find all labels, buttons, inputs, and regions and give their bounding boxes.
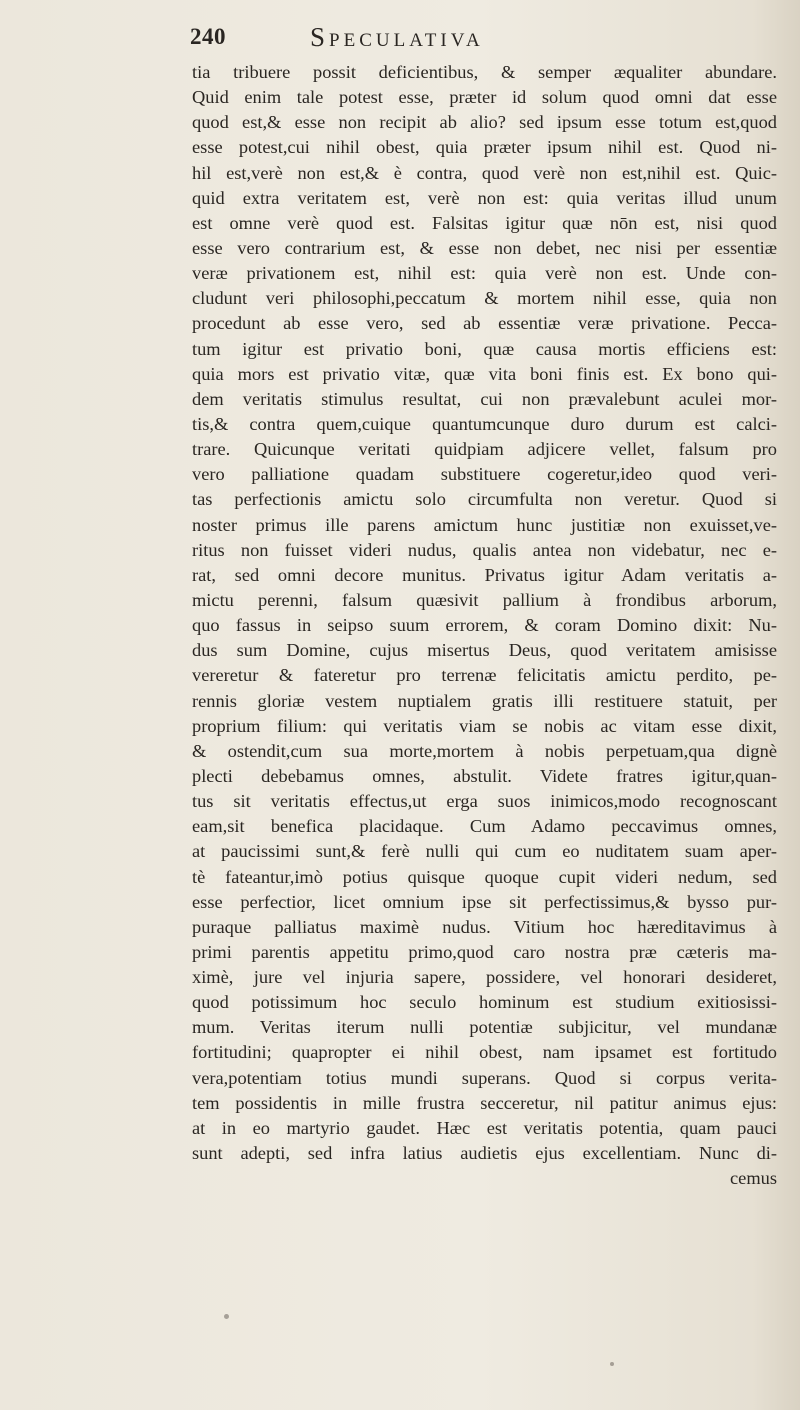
text-line: quod est,& esse non recipit ab alio? sed ipsum esse totum est,quod: [192, 112, 777, 133]
text-line: tum igitur est privatio boni, quæ causa mortis efficiens est:: [192, 338, 777, 359]
text-line: esse vero contrarium est, & esse non debet, nec nisi per essentiæ: [192, 237, 777, 258]
text-line: fortitudini; quapropter ei nihil obest, nam ipsamet est fortitudo: [192, 1042, 777, 1063]
text-line: at in eo martyrio gaudet. Hæc est veritatis potentia, quam pauci: [192, 1117, 777, 1138]
text-line: vera,potentiam totius mundi superans. Quod si corpus verita-: [192, 1067, 777, 1088]
text-line: vereretur & fateretur pro terrenæ felicitatis amictu perdito, pe-: [192, 665, 777, 686]
running-head: Speculativa: [310, 22, 484, 52]
text-line: cemus: [730, 1168, 777, 1189]
text-line: rennis gloriæ vestem nuptialem gratis illi restituere statuit, per: [192, 690, 777, 711]
text-line: quia mors est privatio vitæ, quæ vita boni finis est. Ex bono qui-: [192, 363, 777, 384]
text-line: mictu perenni, falsum quæsivit pallium à frondibus arborum,: [192, 589, 777, 610]
text-line: eam,sit benefica placidaque. Cum Adamo peccavimus omnes,: [192, 816, 777, 837]
text-line: tas perfectionis amictu solo circumfulta non veretur. Quod si: [192, 489, 777, 510]
text-line: ximè, jure vel injuria sapere, possidere, vel honorari desideret,: [192, 967, 777, 988]
text-line: noster primus ille parens amictum hunc justitiæ non exuisset,ve-: [192, 514, 777, 535]
text-line: tem possidentis in mille frustra secceretur, nil patitur animus ejus:: [192, 1092, 777, 1113]
text-line: esse potest,cui nihil obest, quia præter ipsum nihil est. Quod ni-: [192, 137, 777, 158]
text-line: proprium filium: qui veritatis viam se nobis ac vitam esse dixit,: [192, 715, 777, 736]
text-line: cludunt veri philosophi,peccatum & mortem nihil esse, quia non: [192, 288, 777, 309]
text-line: est omne verè quod est. Falsitas igitur quæ nōn est, nisi quod: [192, 212, 777, 233]
text-line: tus sit veritatis effectus,ut erga suos inimicos,modo recognoscant: [192, 791, 777, 812]
text-line: sunt adepti, sed infra latius audietis ejus excellentiam. Nunc di-: [192, 1143, 777, 1164]
text-line: tè fateantur,imò potius quisque quoque cupit videri nedum, sed: [192, 866, 777, 887]
text-line: quid extra veritatem est, verè non est: quia veritas illud unum: [192, 187, 777, 208]
page-number: 240: [190, 24, 226, 49]
text-line: Quid enim tale potest esse, præter id solum quod omni dat esse: [192, 87, 777, 108]
text-line: & ostendit,cum sua morte,mortem à nobis perpetuam,qua dignè: [192, 740, 777, 761]
text-line: hil est,verè non est,& è contra, quod verè non est,nihil est. Quic-: [192, 162, 777, 183]
text-line: dem veritatis stimulus resultat, cui non prævalebunt aculei mor-: [192, 388, 777, 409]
text-line: plecti debebamus omnes, abstulit. Videte fratres igitur,quan-: [192, 765, 777, 786]
text-line: mum. Veritas iterum nulli potentiæ subjicitur, vel mundanæ: [192, 1017, 777, 1038]
text-line: vero palliatione quadam substituere cogeretur,ideo quod veri-: [192, 464, 777, 485]
text-line: trare. Quicunque veritati quidpiam adjicere vellet, falsum pro: [192, 439, 777, 460]
text-line: veræ privationem est, nihil est: quia verè non est. Unde con-: [192, 263, 777, 284]
text-line: dus sum Domine, cujus misertus Deus, quod veritatem amisisse: [192, 640, 777, 661]
text-line: puraque palliatus maximè nudus. Vitium hoc hæreditavimus à: [192, 916, 777, 937]
ink-spot: [224, 1314, 229, 1319]
text-line: quo fassus in seipso suum errorem, & coram Domino dixit: Nu-: [192, 615, 777, 636]
text-line: quod potissimum hoc seculo hominum est studium exitiosissi-: [192, 992, 777, 1013]
text-line: procedunt ab esse vero, sed ab essentiæ veræ privatione. Pecca-: [192, 313, 777, 334]
text-line: tis,& contra quem,cuique quantumcunque duro durum est calci-: [192, 413, 777, 434]
ink-spot: [610, 1362, 614, 1366]
text-line: primi parentis appetitu primo,quod caro nostra præ cæteris ma-: [192, 941, 777, 962]
body-text: [192, 60, 777, 1191]
text-line: tia tribuere possit deficientibus, & semper æqualiter abundare.: [192, 62, 777, 82]
page-header: [190, 22, 770, 62]
text-line: ritus non fuisset videri nudus, qualis antea non videbatur, nec e-: [192, 539, 777, 560]
text-line: at paucissimi sunt,& ferè nulli qui cum eo nuditatem suam aper-: [192, 841, 777, 862]
text-line: esse perfectior, licet omnium ipse sit perfectissimus,& bysso pur-: [192, 891, 777, 912]
text-line: rat, sed omni decore munitus. Privatus igitur Adam veritatis a-: [192, 564, 777, 585]
